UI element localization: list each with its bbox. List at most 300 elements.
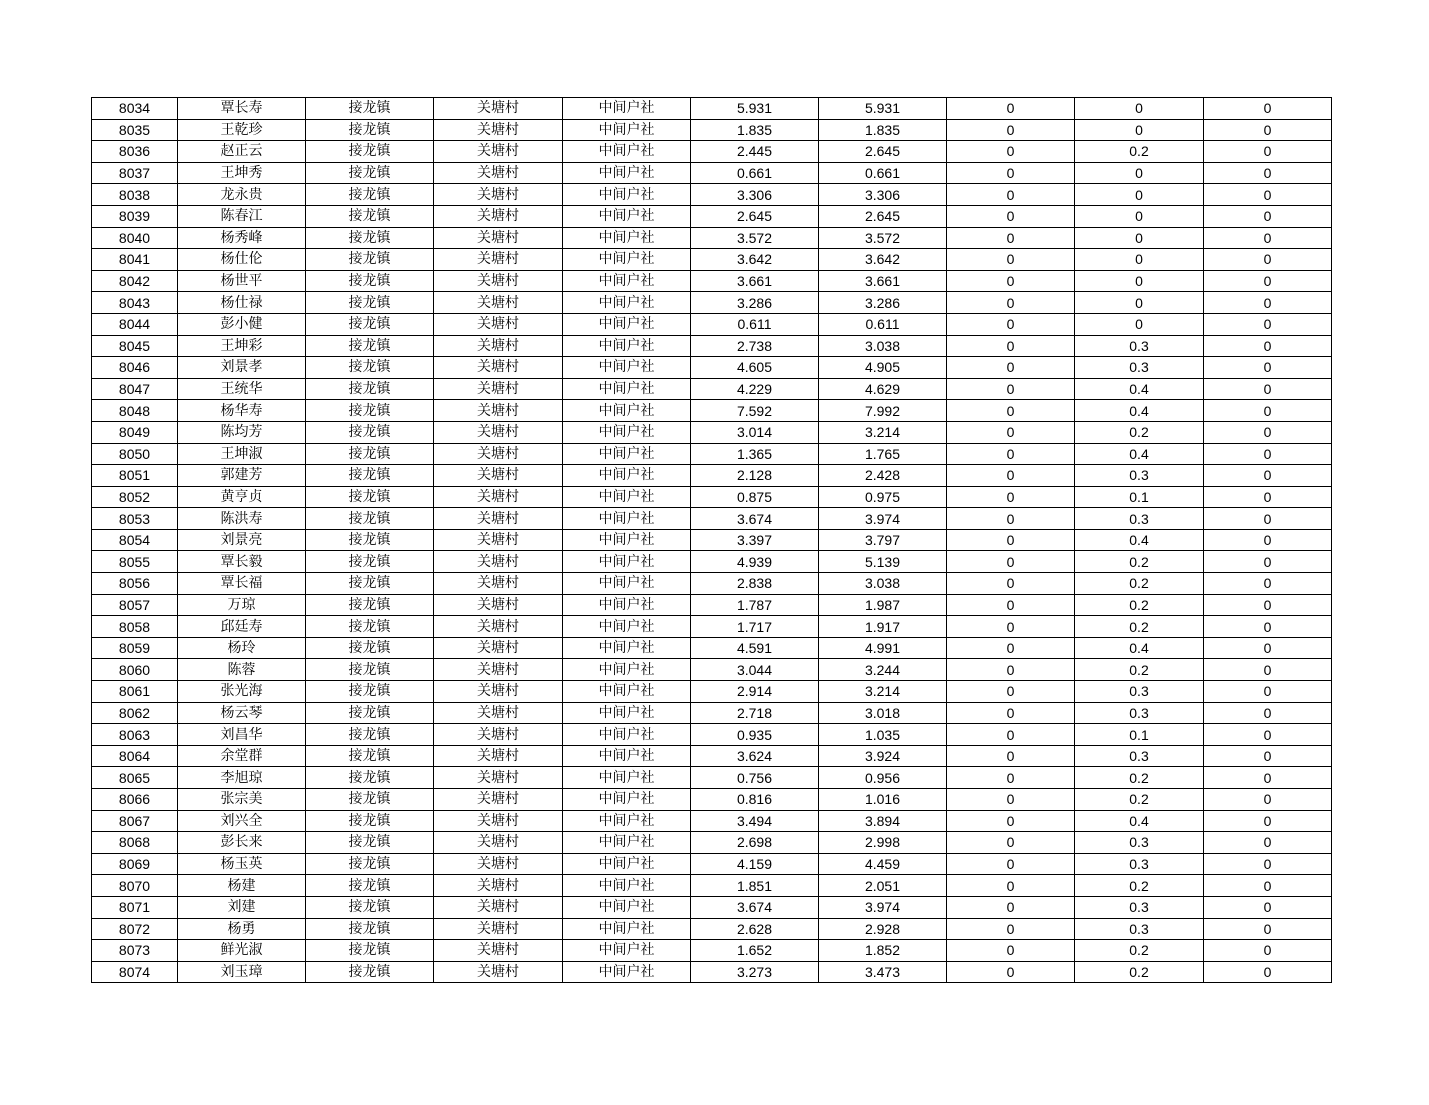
table-body: [92, 98, 1332, 983]
group-cell: 中间户社: [563, 896, 691, 918]
value-e-cell: 0: [1204, 162, 1332, 184]
value-b-cell: 3.974: [819, 896, 947, 918]
value-b-cell: 1.035: [819, 724, 947, 746]
value-a-cell: 3.661: [691, 270, 819, 292]
value-b-cell: 1.765: [819, 443, 947, 465]
value-e-cell: 0: [1204, 357, 1332, 379]
id-cell: 8051: [92, 465, 178, 487]
value-e-cell: 0: [1204, 724, 1332, 746]
value-d-cell: 0.3: [1075, 896, 1204, 918]
value-e-cell: 0: [1204, 270, 1332, 292]
id-cell: 8065: [92, 767, 178, 789]
value-d-cell: 0.3: [1075, 832, 1204, 854]
value-a-cell: 3.572: [691, 227, 819, 249]
value-e-cell: 0: [1204, 789, 1332, 811]
village-cell: 关塘村: [434, 249, 563, 271]
value-c-cell: 0: [947, 702, 1075, 724]
table-row: [92, 249, 1332, 271]
town-cell: 接龙镇: [306, 940, 434, 962]
name-cell: 杨世平: [178, 270, 306, 292]
value-b-cell: 3.894: [819, 810, 947, 832]
id-cell: 8048: [92, 400, 178, 422]
village-cell: 关塘村: [434, 745, 563, 767]
id-cell: 8042: [92, 270, 178, 292]
town-cell: 接龙镇: [306, 443, 434, 465]
village-cell: 关塘村: [434, 443, 563, 465]
value-c-cell: 0: [947, 918, 1075, 940]
value-d-cell: 0.2: [1075, 421, 1204, 443]
group-cell: 中间户社: [563, 702, 691, 724]
name-cell: 刘景亮: [178, 529, 306, 551]
table-row: [92, 745, 1332, 767]
group-cell: 中间户社: [563, 205, 691, 227]
name-cell: 张光海: [178, 681, 306, 703]
name-cell: 陈洪寿: [178, 508, 306, 530]
value-c-cell: 0: [947, 378, 1075, 400]
value-c-cell: 0: [947, 313, 1075, 335]
town-cell: 接龙镇: [306, 400, 434, 422]
value-e-cell: 0: [1204, 810, 1332, 832]
value-e-cell: 0: [1204, 875, 1332, 897]
value-e-cell: 0: [1204, 335, 1332, 357]
group-cell: 中间户社: [563, 789, 691, 811]
name-cell: 王坤彩: [178, 335, 306, 357]
value-d-cell: 0.1: [1075, 486, 1204, 508]
value-c-cell: 0: [947, 98, 1075, 120]
value-b-cell: 3.974: [819, 508, 947, 530]
value-c-cell: 0: [947, 227, 1075, 249]
table-row: [92, 98, 1332, 120]
town-cell: 接龙镇: [306, 249, 434, 271]
group-cell: 中间户社: [563, 832, 691, 854]
value-d-cell: 0.2: [1075, 940, 1204, 962]
value-c-cell: 0: [947, 205, 1075, 227]
value-e-cell: 0: [1204, 616, 1332, 638]
value-d-cell: 0: [1075, 313, 1204, 335]
town-cell: 接龙镇: [306, 184, 434, 206]
value-b-cell: 5.931: [819, 98, 947, 120]
value-a-cell: 5.931: [691, 98, 819, 120]
group-cell: 中间户社: [563, 378, 691, 400]
id-cell: 8073: [92, 940, 178, 962]
value-a-cell: 4.605: [691, 357, 819, 379]
id-cell: 8047: [92, 378, 178, 400]
table-row: [92, 875, 1332, 897]
value-a-cell: 2.838: [691, 573, 819, 595]
value-a-cell: 2.718: [691, 702, 819, 724]
name-cell: 杨玲: [178, 637, 306, 659]
id-cell: 8037: [92, 162, 178, 184]
value-d-cell: 0.4: [1075, 443, 1204, 465]
value-c-cell: 0: [947, 724, 1075, 746]
value-c-cell: 0: [947, 896, 1075, 918]
value-d-cell: 0.3: [1075, 681, 1204, 703]
table-row: [92, 853, 1332, 875]
value-d-cell: 0: [1075, 119, 1204, 141]
value-d-cell: 0.3: [1075, 918, 1204, 940]
value-e-cell: 0: [1204, 400, 1332, 422]
table-row: [92, 421, 1332, 443]
town-cell: 接龙镇: [306, 745, 434, 767]
value-a-cell: 0.611: [691, 313, 819, 335]
value-c-cell: 0: [947, 961, 1075, 983]
value-d-cell: 0.3: [1075, 853, 1204, 875]
town-cell: 接龙镇: [306, 335, 434, 357]
group-cell: 中间户社: [563, 141, 691, 163]
group-cell: 中间户社: [563, 162, 691, 184]
value-b-cell: 1.917: [819, 616, 947, 638]
value-e-cell: 0: [1204, 141, 1332, 163]
value-a-cell: 3.494: [691, 810, 819, 832]
name-cell: 杨秀峰: [178, 227, 306, 249]
id-cell: 8050: [92, 443, 178, 465]
table-row: [92, 205, 1332, 227]
village-cell: 关塘村: [434, 313, 563, 335]
town-cell: 接龙镇: [306, 227, 434, 249]
value-d-cell: 0.2: [1075, 594, 1204, 616]
village-cell: 关塘村: [434, 875, 563, 897]
town-cell: 接龙镇: [306, 98, 434, 120]
value-e-cell: 0: [1204, 832, 1332, 854]
town-cell: 接龙镇: [306, 702, 434, 724]
value-a-cell: 0.661: [691, 162, 819, 184]
id-cell: 8046: [92, 357, 178, 379]
group-cell: 中间户社: [563, 940, 691, 962]
id-cell: 8060: [92, 659, 178, 681]
table-row: [92, 940, 1332, 962]
table-row: [92, 508, 1332, 530]
group-cell: 中间户社: [563, 357, 691, 379]
town-cell: 接龙镇: [306, 292, 434, 314]
value-d-cell: 0: [1075, 270, 1204, 292]
value-c-cell: 0: [947, 767, 1075, 789]
value-c-cell: 0: [947, 508, 1075, 530]
table-row: [92, 789, 1332, 811]
value-d-cell: 0.4: [1075, 400, 1204, 422]
value-b-cell: 1.987: [819, 594, 947, 616]
id-cell: 8069: [92, 853, 178, 875]
value-e-cell: 0: [1204, 443, 1332, 465]
table-row: [92, 378, 1332, 400]
id-cell: 8058: [92, 616, 178, 638]
name-cell: 张宗美: [178, 789, 306, 811]
id-cell: 8039: [92, 205, 178, 227]
name-cell: 杨建: [178, 875, 306, 897]
group-cell: 中间户社: [563, 918, 691, 940]
value-d-cell: 0.3: [1075, 357, 1204, 379]
value-e-cell: 0: [1204, 594, 1332, 616]
name-cell: 刘景孝: [178, 357, 306, 379]
name-cell: 覃长寿: [178, 98, 306, 120]
name-cell: 覃长毅: [178, 551, 306, 573]
id-cell: 8064: [92, 745, 178, 767]
value-b-cell: 1.016: [819, 789, 947, 811]
table-row: [92, 918, 1332, 940]
group-cell: 中间户社: [563, 119, 691, 141]
value-e-cell: 0: [1204, 853, 1332, 875]
value-b-cell: 3.038: [819, 573, 947, 595]
value-c-cell: 0: [947, 659, 1075, 681]
village-cell: 关塘村: [434, 465, 563, 487]
value-e-cell: 0: [1204, 378, 1332, 400]
name-cell: 杨玉英: [178, 853, 306, 875]
town-cell: 接龙镇: [306, 205, 434, 227]
id-cell: 8052: [92, 486, 178, 508]
table-row: [92, 270, 1332, 292]
town-cell: 接龙镇: [306, 529, 434, 551]
table-row: [92, 702, 1332, 724]
town-cell: 接龙镇: [306, 573, 434, 595]
name-cell: 王坤秀: [178, 162, 306, 184]
value-c-cell: 0: [947, 810, 1075, 832]
value-e-cell: 0: [1204, 702, 1332, 724]
value-b-cell: 3.661: [819, 270, 947, 292]
group-cell: 中间户社: [563, 292, 691, 314]
village-cell: 关塘村: [434, 573, 563, 595]
value-a-cell: 4.159: [691, 853, 819, 875]
group-cell: 中间户社: [563, 465, 691, 487]
value-a-cell: 2.645: [691, 205, 819, 227]
value-c-cell: 0: [947, 141, 1075, 163]
value-e-cell: 0: [1204, 659, 1332, 681]
group-cell: 中间户社: [563, 637, 691, 659]
value-b-cell: 2.645: [819, 141, 947, 163]
name-cell: 邱廷寿: [178, 616, 306, 638]
value-c-cell: 0: [947, 551, 1075, 573]
table-row: [92, 961, 1332, 983]
town-cell: 接龙镇: [306, 961, 434, 983]
group-cell: 中间户社: [563, 681, 691, 703]
town-cell: 接龙镇: [306, 162, 434, 184]
value-d-cell: 0.3: [1075, 335, 1204, 357]
table-row: [92, 681, 1332, 703]
value-b-cell: 2.645: [819, 205, 947, 227]
id-cell: 8044: [92, 313, 178, 335]
group-cell: 中间户社: [563, 98, 691, 120]
name-cell: 杨华寿: [178, 400, 306, 422]
value-d-cell: 0: [1075, 162, 1204, 184]
id-cell: 8055: [92, 551, 178, 573]
town-cell: 接龙镇: [306, 270, 434, 292]
table-row: [92, 896, 1332, 918]
value-b-cell: 5.139: [819, 551, 947, 573]
name-cell: 彭长来: [178, 832, 306, 854]
village-cell: 关塘村: [434, 529, 563, 551]
value-c-cell: 0: [947, 162, 1075, 184]
data-table: [91, 97, 1332, 983]
group-cell: 中间户社: [563, 659, 691, 681]
value-a-cell: 1.717: [691, 616, 819, 638]
name-cell: 陈蓉: [178, 659, 306, 681]
value-a-cell: 1.835: [691, 119, 819, 141]
value-b-cell: 1.835: [819, 119, 947, 141]
id-cell: 8045: [92, 335, 178, 357]
value-a-cell: 1.851: [691, 875, 819, 897]
id-cell: 8072: [92, 918, 178, 940]
group-cell: 中间户社: [563, 443, 691, 465]
value-b-cell: 3.018: [819, 702, 947, 724]
id-cell: 8063: [92, 724, 178, 746]
value-b-cell: 3.572: [819, 227, 947, 249]
value-e-cell: 0: [1204, 486, 1332, 508]
value-a-cell: 3.014: [691, 421, 819, 443]
value-a-cell: 3.306: [691, 184, 819, 206]
value-d-cell: 0: [1075, 98, 1204, 120]
value-d-cell: 0.2: [1075, 875, 1204, 897]
name-cell: 龙永贵: [178, 184, 306, 206]
value-b-cell: 2.051: [819, 875, 947, 897]
town-cell: 接龙镇: [306, 486, 434, 508]
table-row: [92, 184, 1332, 206]
id-cell: 8070: [92, 875, 178, 897]
value-b-cell: 3.038: [819, 335, 947, 357]
table-row: [92, 486, 1332, 508]
group-cell: 中间户社: [563, 573, 691, 595]
town-cell: 接龙镇: [306, 853, 434, 875]
table-row: [92, 767, 1332, 789]
name-cell: 陈均芳: [178, 421, 306, 443]
value-a-cell: 0.756: [691, 767, 819, 789]
value-e-cell: 0: [1204, 896, 1332, 918]
value-d-cell: 0.3: [1075, 702, 1204, 724]
village-cell: 关塘村: [434, 400, 563, 422]
value-e-cell: 0: [1204, 249, 1332, 271]
village-cell: 关塘村: [434, 205, 563, 227]
village-cell: 关塘村: [434, 162, 563, 184]
value-d-cell: 0.4: [1075, 637, 1204, 659]
village-cell: 关塘村: [434, 940, 563, 962]
value-e-cell: 0: [1204, 940, 1332, 962]
id-cell: 8066: [92, 789, 178, 811]
value-a-cell: 3.642: [691, 249, 819, 271]
value-c-cell: 0: [947, 486, 1075, 508]
value-e-cell: 0: [1204, 637, 1332, 659]
value-d-cell: 0.3: [1075, 465, 1204, 487]
id-cell: 8043: [92, 292, 178, 314]
town-cell: 接龙镇: [306, 767, 434, 789]
value-a-cell: 4.939: [691, 551, 819, 573]
village-cell: 关塘村: [434, 702, 563, 724]
town-cell: 接龙镇: [306, 681, 434, 703]
value-a-cell: 1.365: [691, 443, 819, 465]
value-b-cell: 3.924: [819, 745, 947, 767]
village-cell: 关塘村: [434, 810, 563, 832]
value-a-cell: 2.914: [691, 681, 819, 703]
table-row: [92, 141, 1332, 163]
town-cell: 接龙镇: [306, 637, 434, 659]
town-cell: 接龙镇: [306, 141, 434, 163]
village-cell: 关塘村: [434, 551, 563, 573]
value-d-cell: 0: [1075, 184, 1204, 206]
group-cell: 中间户社: [563, 724, 691, 746]
town-cell: 接龙镇: [306, 313, 434, 335]
town-cell: 接龙镇: [306, 594, 434, 616]
table-row: [92, 832, 1332, 854]
group-cell: 中间户社: [563, 486, 691, 508]
village-cell: 关塘村: [434, 853, 563, 875]
id-cell: 8061: [92, 681, 178, 703]
value-a-cell: 3.674: [691, 508, 819, 530]
value-e-cell: 0: [1204, 551, 1332, 573]
town-cell: 接龙镇: [306, 508, 434, 530]
village-cell: 关塘村: [434, 594, 563, 616]
town-cell: 接龙镇: [306, 875, 434, 897]
id-cell: 8071: [92, 896, 178, 918]
value-c-cell: 0: [947, 270, 1075, 292]
table-row: [92, 659, 1332, 681]
value-a-cell: 1.652: [691, 940, 819, 962]
value-a-cell: 4.229: [691, 378, 819, 400]
group-cell: 中间户社: [563, 421, 691, 443]
group-cell: 中间户社: [563, 529, 691, 551]
name-cell: 刘昌华: [178, 724, 306, 746]
town-cell: 接龙镇: [306, 789, 434, 811]
group-cell: 中间户社: [563, 184, 691, 206]
name-cell: 万琼: [178, 594, 306, 616]
table-row: [92, 810, 1332, 832]
town-cell: 接龙镇: [306, 465, 434, 487]
name-cell: 彭小健: [178, 313, 306, 335]
village-cell: 关塘村: [434, 335, 563, 357]
table-row: [92, 400, 1332, 422]
value-b-cell: 4.905: [819, 357, 947, 379]
table-row: [92, 335, 1332, 357]
table-row: [92, 162, 1332, 184]
value-e-cell: 0: [1204, 184, 1332, 206]
name-cell: 刘兴全: [178, 810, 306, 832]
value-b-cell: 3.286: [819, 292, 947, 314]
town-cell: 接龙镇: [306, 357, 434, 379]
table-row: [92, 313, 1332, 335]
town-cell: 接龙镇: [306, 659, 434, 681]
village-cell: 关塘村: [434, 616, 563, 638]
name-cell: 王乾珍: [178, 119, 306, 141]
value-a-cell: 2.738: [691, 335, 819, 357]
value-d-cell: 0.4: [1075, 810, 1204, 832]
id-cell: 8049: [92, 421, 178, 443]
value-a-cell: 2.128: [691, 465, 819, 487]
village-cell: 关塘村: [434, 832, 563, 854]
group-cell: 中间户社: [563, 249, 691, 271]
table-row: [92, 357, 1332, 379]
name-cell: 杨勇: [178, 918, 306, 940]
value-e-cell: 0: [1204, 292, 1332, 314]
value-a-cell: 3.273: [691, 961, 819, 983]
value-c-cell: 0: [947, 335, 1075, 357]
value-b-cell: 2.928: [819, 918, 947, 940]
value-c-cell: 0: [947, 832, 1075, 854]
table-row: [92, 551, 1332, 573]
group-cell: 中间户社: [563, 745, 691, 767]
village-cell: 关塘村: [434, 378, 563, 400]
value-d-cell: 0.3: [1075, 508, 1204, 530]
value-c-cell: 0: [947, 594, 1075, 616]
value-c-cell: 0: [947, 681, 1075, 703]
group-cell: 中间户社: [563, 594, 691, 616]
value-a-cell: 0.816: [691, 789, 819, 811]
id-cell: 8034: [92, 98, 178, 120]
value-d-cell: 0: [1075, 249, 1204, 271]
value-b-cell: 3.214: [819, 421, 947, 443]
name-cell: 陈春江: [178, 205, 306, 227]
name-cell: 赵正云: [178, 141, 306, 163]
name-cell: 王统华: [178, 378, 306, 400]
village-cell: 关塘村: [434, 227, 563, 249]
table-row: [92, 594, 1332, 616]
value-b-cell: 2.428: [819, 465, 947, 487]
village-cell: 关塘村: [434, 681, 563, 703]
table-row: [92, 637, 1332, 659]
